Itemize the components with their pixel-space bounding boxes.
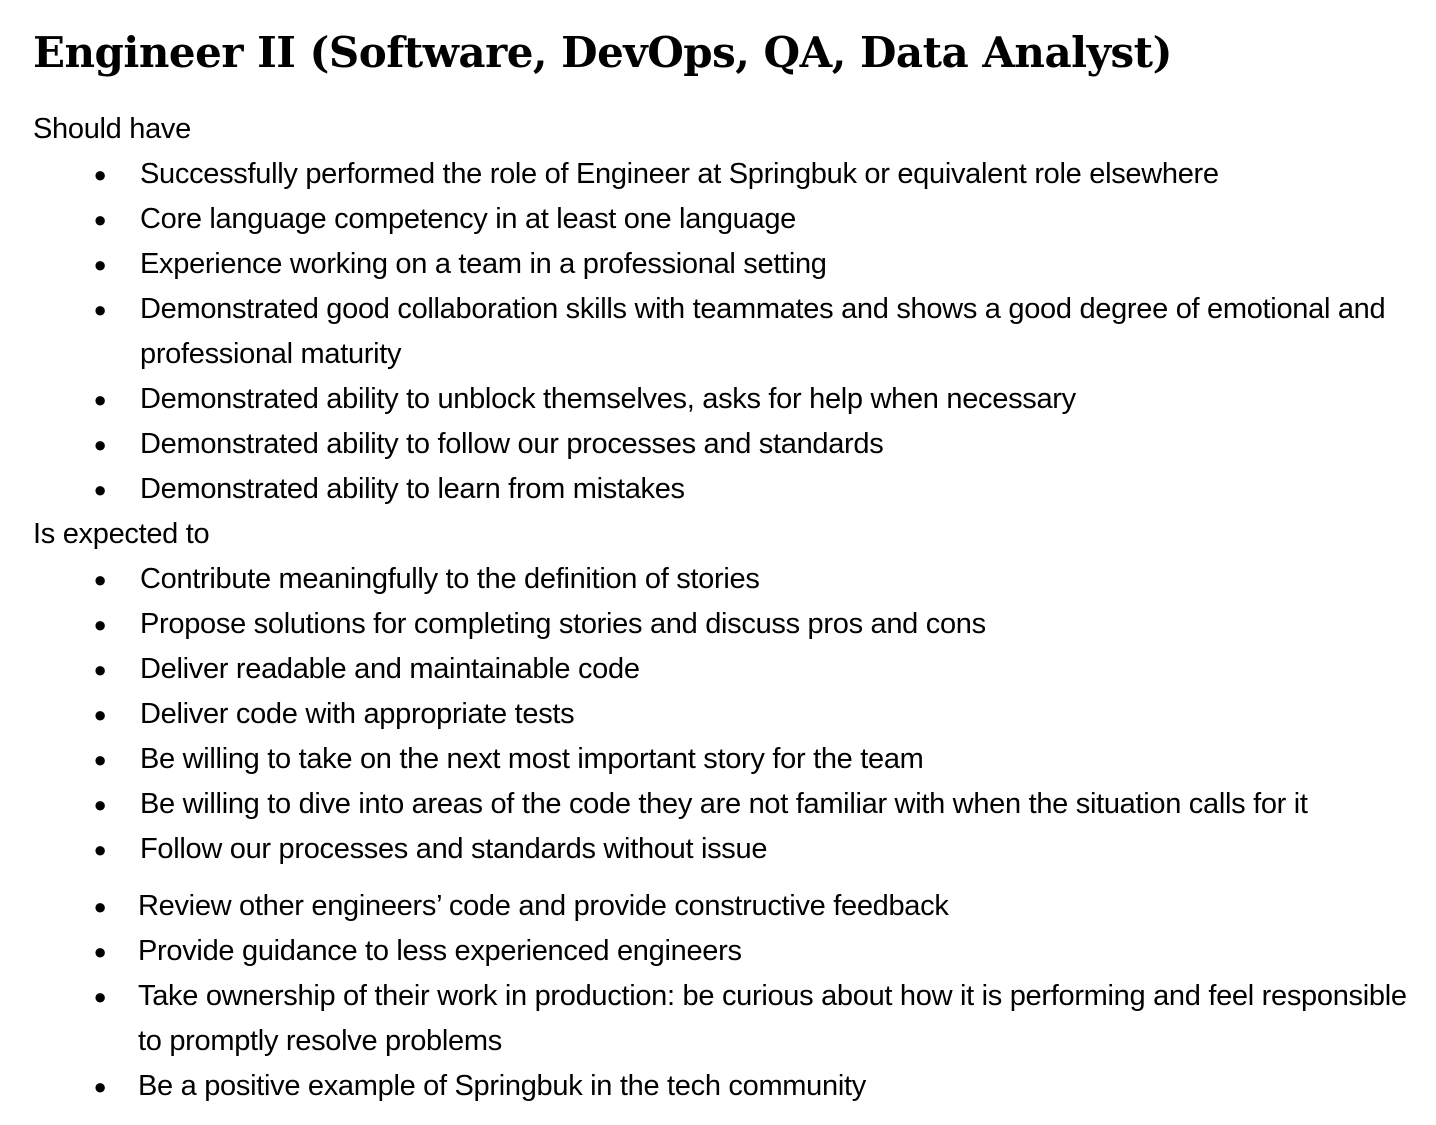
- list-item: [33, 737, 1423, 782]
- bullet-icon: ●: [93, 984, 107, 1009]
- is-expected-to-list-continued: [33, 884, 1423, 1109]
- list-item-text: Demonstrated ability to learn from mistakes: [140, 473, 685, 505]
- list-item-text: Deliver readable and maintainable code: [140, 653, 640, 685]
- list-item: [33, 557, 1423, 602]
- list-item: [33, 974, 1423, 1064]
- bullet-icon: ●: [93, 297, 107, 322]
- list-item: [33, 242, 1423, 287]
- document-page: [33, 22, 1423, 1109]
- should-have-list: [33, 152, 1423, 512]
- list-item: [33, 827, 1423, 872]
- bullet-icon: ●: [93, 894, 107, 919]
- list-item-text: Follow our processes and standards without issue: [140, 833, 768, 865]
- list-item: [33, 287, 1423, 377]
- section-label-is-expected-to: Is expected to: [33, 518, 210, 550]
- list-item-text: Be willing to take on the next most important story for the team: [140, 743, 924, 775]
- page-title: Engineer II (Software, DevOps, QA, Data Analyst): [33, 28, 1172, 77]
- list-item-text: Successfully performed the role of Engineer at Springbuk or equivalent role elsewhere: [140, 158, 1219, 190]
- is-expected-to-list: [33, 557, 1423, 872]
- bullet-icon: ●: [93, 792, 107, 817]
- bullet-icon: ●: [93, 747, 107, 772]
- list-item-text: Be a positive example of Springbuk in the tech community: [138, 1070, 866, 1102]
- list-item-text: Propose solutions for completing stories and discuss pros and cons: [140, 608, 986, 640]
- list-item-text: Experience working on a team in a professional setting: [140, 248, 827, 280]
- list-item-text: Deliver code with appropriate tests: [140, 698, 575, 730]
- list-item: [33, 602, 1423, 647]
- list-item-text: Take ownership of their work in production: be curious about how it is performing and feel responsible to promptly resolve problems: [138, 980, 1407, 1057]
- list-item-text: Demonstrated ability to unblock themselves, asks for help when necessary: [140, 383, 1076, 415]
- section-label-should-have: Should have: [33, 113, 191, 145]
- list-item-text: Core language competency in at least one language: [140, 203, 796, 235]
- list-item-text: Contribute meaningfully to the definition of stories: [140, 563, 760, 595]
- list-item-text: Demonstrated good collaboration skills with teammates and shows a good degree of emotional and professional maturity: [140, 293, 1386, 370]
- bullet-icon: ●: [93, 477, 107, 502]
- list-item: [33, 884, 1423, 929]
- list-item: [33, 782, 1423, 827]
- list-item: [33, 1064, 1423, 1109]
- bullet-icon: ●: [93, 252, 107, 277]
- bullet-icon: ●: [93, 837, 107, 862]
- list-item-text: Be willing to dive into areas of the code they are not familiar with when the situation calls for it: [140, 788, 1308, 820]
- list-item: [33, 929, 1423, 974]
- bullet-icon: ●: [93, 939, 107, 964]
- bullet-icon: ●: [93, 567, 107, 592]
- bullet-icon: ●: [93, 1074, 107, 1099]
- list-item-text: Provide guidance to less experienced engineers: [138, 935, 742, 967]
- bullet-icon: ●: [93, 207, 107, 232]
- list-item-text: Demonstrated ability to follow our processes and standards: [140, 428, 884, 460]
- bullet-icon: ●: [93, 612, 107, 637]
- bullet-icon: ●: [93, 702, 107, 727]
- bullet-icon: ●: [93, 162, 107, 187]
- list-item: [33, 152, 1423, 197]
- list-item-text: Review other engineers’ code and provide constructive feedback: [138, 890, 949, 922]
- list-item: [33, 377, 1423, 422]
- bullet-icon: ●: [93, 387, 107, 412]
- list-item: [33, 647, 1423, 692]
- list-item: [33, 197, 1423, 242]
- list-item: [33, 467, 1423, 512]
- list-item: [33, 422, 1423, 467]
- bullet-icon: ●: [93, 657, 107, 682]
- list-item: [33, 692, 1423, 737]
- bullet-icon: ●: [93, 432, 107, 457]
